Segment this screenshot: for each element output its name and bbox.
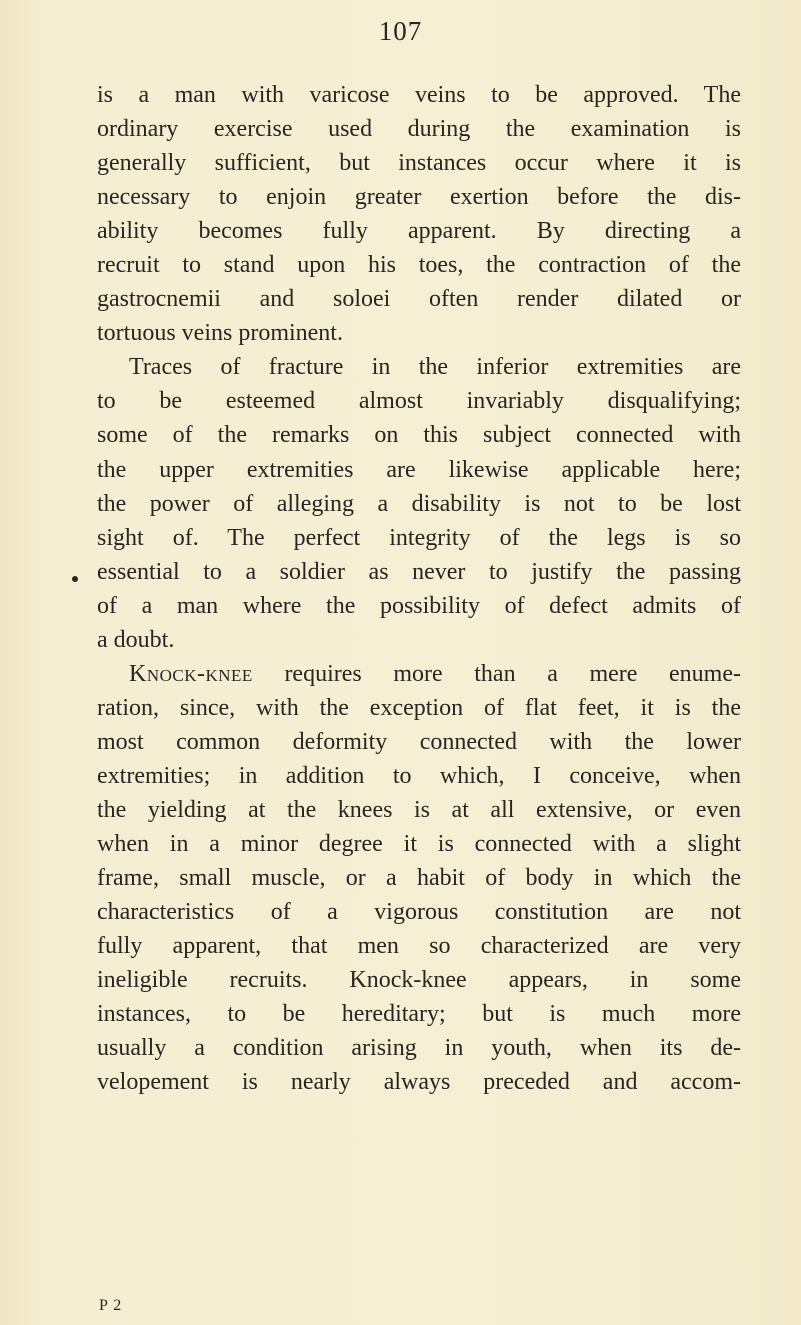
text-line: extremities; in addition to which, I conceive, when bbox=[97, 762, 741, 789]
text-line bbox=[97, 657, 741, 691]
text-line: velopement is nearly always preceded and accom- bbox=[97, 1069, 741, 1096]
text-line-rest: requires more than a mere enume- bbox=[252, 660, 741, 687]
text-line: necessary to enjoin greater exertion before the dis- bbox=[97, 184, 741, 211]
text-line: ability becomes fully apparent. By directing a bbox=[97, 218, 741, 245]
body-text bbox=[97, 78, 741, 1099]
text-line: sight of. The perfect integrity of the legs is so bbox=[97, 524, 741, 551]
text-line: ineligible recruits. Knock-knee appears, in some bbox=[97, 967, 741, 994]
margin-mark bbox=[72, 576, 78, 582]
text-line: essential to a soldier as never to justify the passing bbox=[97, 558, 741, 585]
text-line: tortuous veins prominent. bbox=[97, 320, 343, 347]
text-line: ordinary exercise used during the examination is bbox=[97, 116, 741, 143]
text-line: instances, to be hereditary; but is much more bbox=[97, 1001, 741, 1028]
text-line: gastrocnemii and soloei often render dilated or bbox=[97, 286, 741, 313]
text-line: generally sufficient, but instances occur where it is bbox=[97, 150, 741, 177]
text-line: to be esteemed almost invariably disqualifying; bbox=[97, 388, 741, 415]
text-line: the upper extremities are likewise applicable here; bbox=[97, 456, 741, 483]
text-line: frame, small muscle, or a habit of body in which the bbox=[97, 865, 741, 892]
text-line: ration, since, with the exception of flat feet, it is the bbox=[97, 694, 741, 721]
text-line: some of the remarks on this subject connected with bbox=[97, 422, 741, 449]
text-line: a doubt. bbox=[97, 626, 175, 653]
text-line: when in a minor degree it is connected with a slight bbox=[97, 831, 741, 858]
text-line: most common deformity connected with the lower bbox=[97, 728, 741, 755]
section-lead-term: Knock-knee bbox=[129, 660, 253, 687]
text-line: recruit to stand upon his toes, the contraction of the bbox=[97, 252, 741, 279]
printer-signature: P 2 bbox=[99, 1297, 123, 1314]
text-line: of a man where the possibility of defect admits of bbox=[97, 592, 741, 619]
text-line: the yielding at the knees is at all extensive, or even bbox=[97, 796, 741, 823]
text-line: characteristics of a vigorous constitution are not bbox=[97, 899, 741, 926]
text-line: is a man with varicose veins to be approved. The bbox=[97, 82, 741, 108]
page-number: 107 bbox=[378, 16, 423, 46]
text-line: usually a condition arising in youth, when its de- bbox=[97, 1035, 741, 1062]
text-line: Traces of fracture in the inferior extremities are bbox=[129, 354, 741, 381]
text-line: fully apparent, that men so characterized are very bbox=[97, 933, 741, 960]
text-line: the power of alleging a disability is not to be lost bbox=[97, 490, 741, 517]
